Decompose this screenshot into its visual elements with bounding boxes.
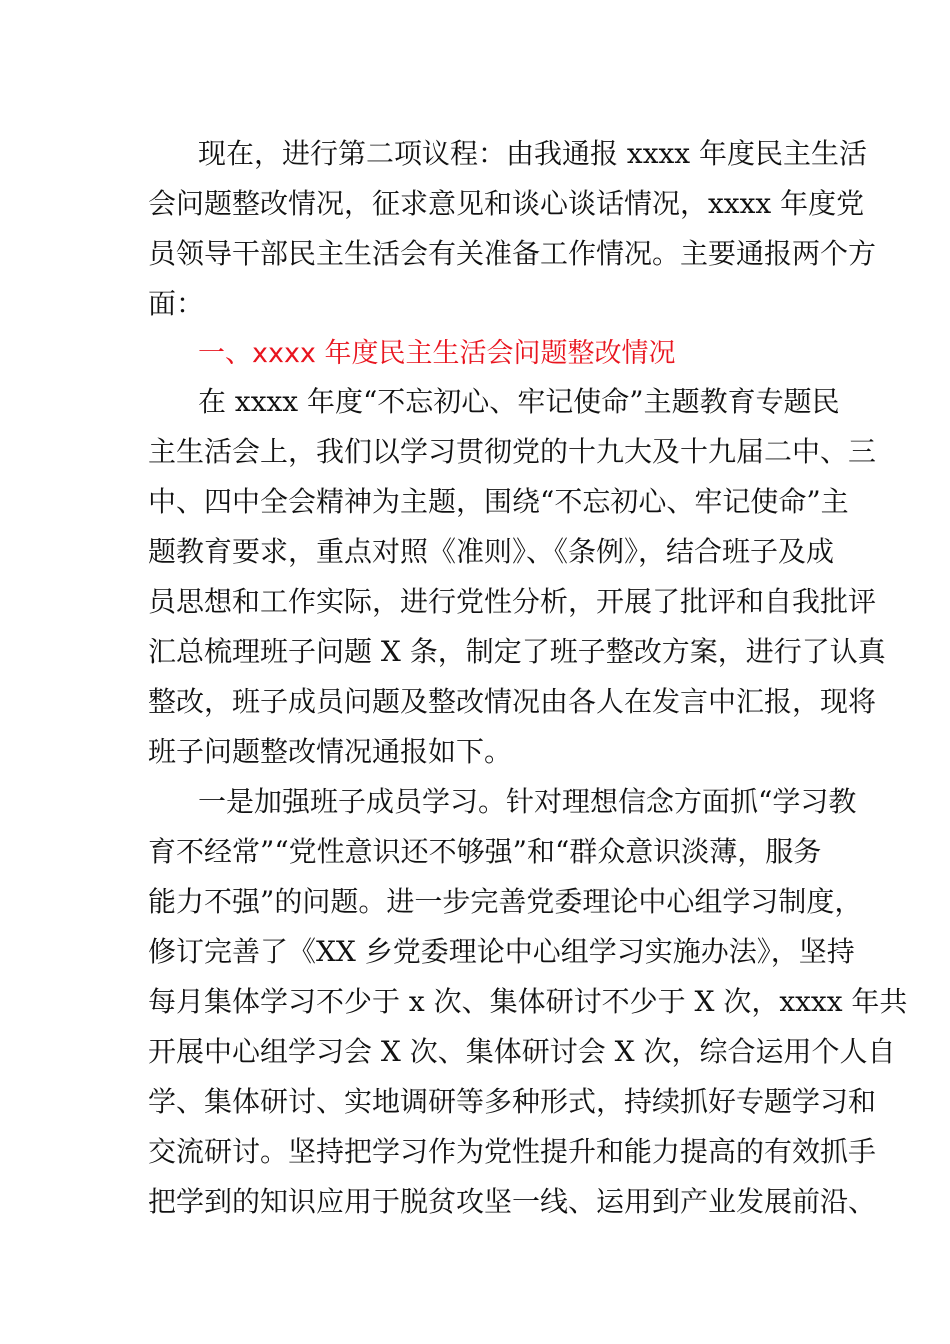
paragraph2-line-9: 把学到的知识应用于脱贫攻坚一线、运用到产业发展前沿、 xyxy=(148,1185,877,1218)
paragraph2-line-3: 能力不强”的问题。进一步完善党委理论中心组学习制度， xyxy=(148,885,863,918)
paragraph1-line-7: 整改，班子成员问题及整改情况由各人在发言中汇报，现将 xyxy=(148,685,877,718)
paragraph1-line-1: 在 xxxx 年度“不忘初心、牢记使命”主题教育专题民 xyxy=(198,385,840,418)
paragraph2-line-5: 每月集体学习不少于 x 次、集体研讨不少于 X 次，xxxx 年共 xyxy=(148,985,908,1018)
section-heading: 一、xxxx 年度民主生活会问题整改情况 xyxy=(198,338,676,369)
intro-line-2: 会问题整改情况，征求意见和谈心谈话情况，xxxx 年度党 xyxy=(148,187,865,220)
paragraph2-line-1: 一是加强班子成员学习。针对理想信念方面抓“学习教 xyxy=(198,785,857,818)
intro-line-4: 面： xyxy=(148,287,205,320)
paragraph1-line-4: 题教育要求，重点对照《准则》、《条例》，结合班子及成 xyxy=(148,535,835,568)
paragraph1-line-5: 员思想和工作实际，进行党性分析，开展了批评和自我批评 xyxy=(148,585,877,618)
paragraph1-line-2: 主生活会上，我们以学习贯彻党的十九大及十九届二中、三 xyxy=(148,435,877,468)
paragraph1-line-3: 中、四中全会精神为主题，围绕“不忘初心、牢记使命”主 xyxy=(148,485,849,518)
intro-line-1: 现在，进行第二项议程：由我通报 xxxx 年度民主生活 xyxy=(198,137,867,170)
paragraph2-line-6: 开展中心组学习会 X 次、集体研讨会 X 次，综合运用个人自 xyxy=(148,1035,896,1068)
intro-line-3: 员领导干部民主生活会有关准备工作情况。主要通报两个方 xyxy=(148,237,877,270)
paragraph2-line-2: 育不经常”“党性意识还不够强”和“群众意识淡薄，服务 xyxy=(148,835,822,868)
paragraph2-line-7: 学、集体研讨、实地调研等多种形式，持续抓好专题学习和 xyxy=(148,1085,877,1118)
paragraph2-line-8: 交流研讨。坚持把学习作为党性提升和能力提高的有效抓手 xyxy=(148,1135,877,1168)
paragraph1-line-6: 汇总梳理班子问题 X 条，制定了班子整改方案，进行了认真 xyxy=(148,635,886,668)
paragraph2-line-4: 修订完善了《XX 乡党委理论中心组学习实施办法》，坚持 xyxy=(148,935,855,968)
paragraph1-line-8: 班子问题整改情况通报如下。 xyxy=(148,735,513,768)
